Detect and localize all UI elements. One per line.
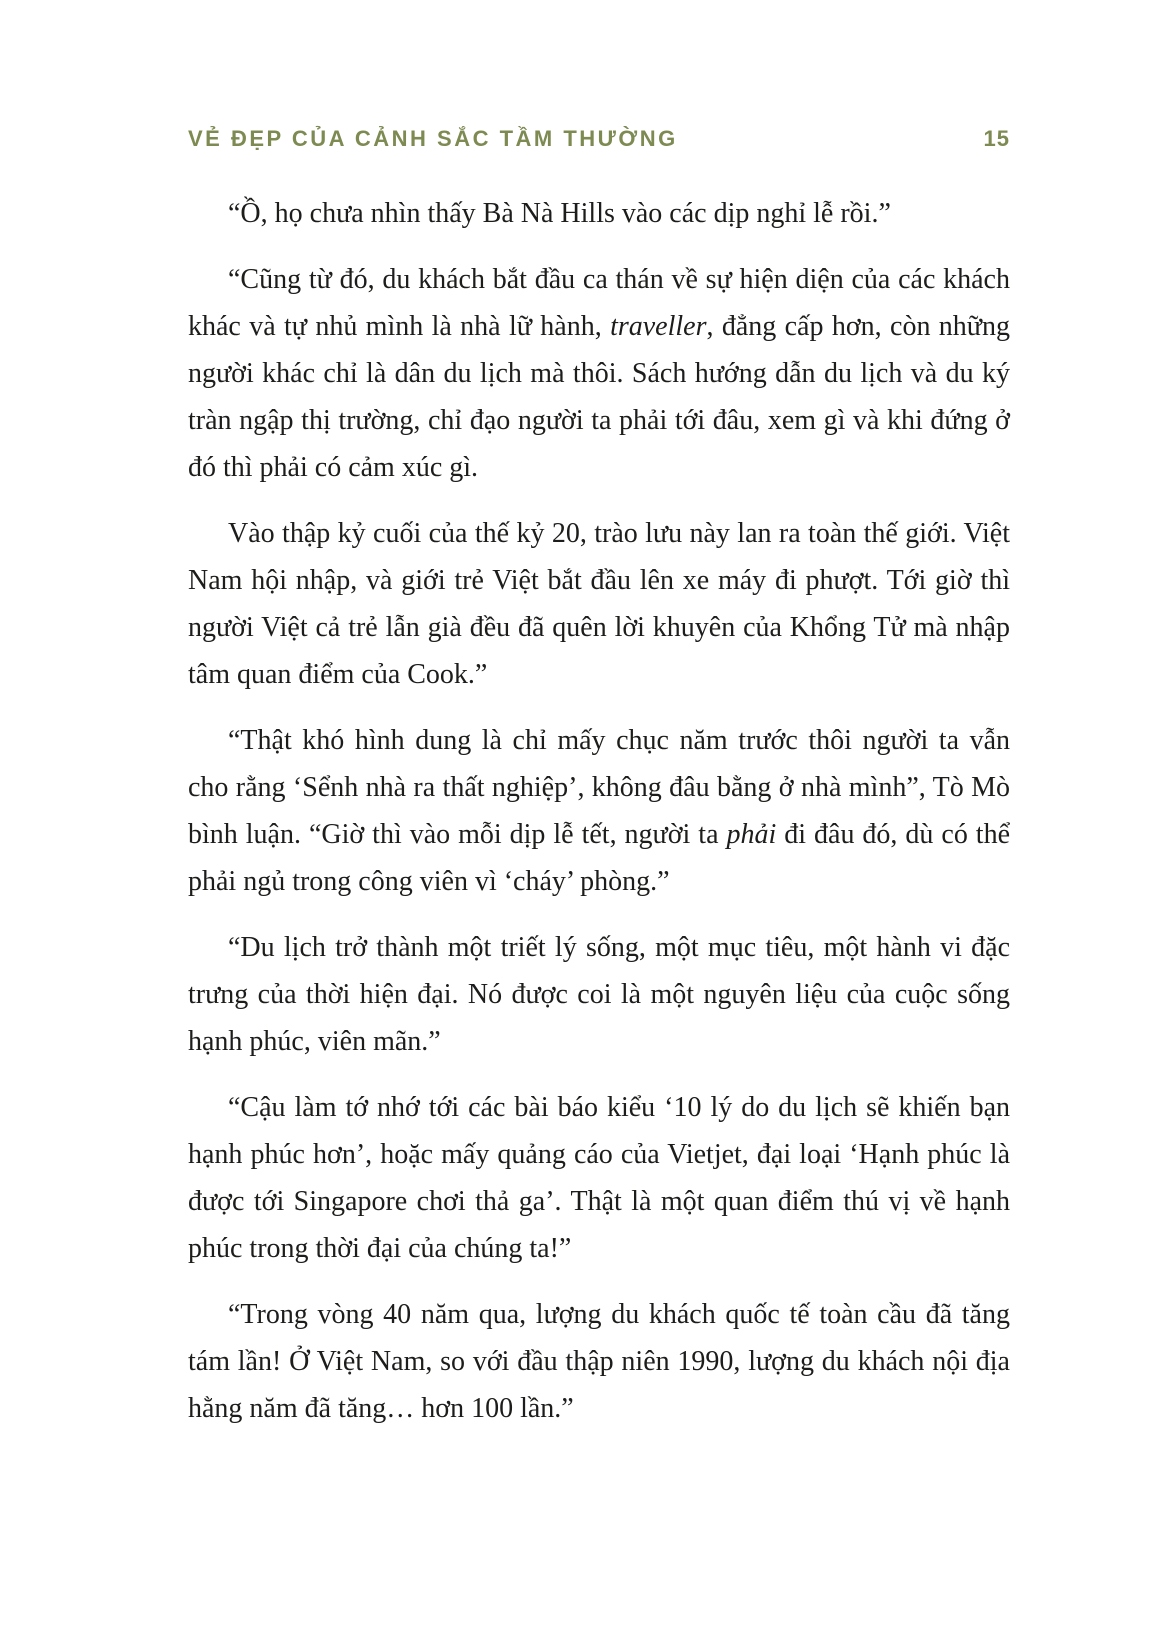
running-header [188,126,1010,152]
italic-text-segment: traveller [610,311,707,342]
text-segment: Vào thập kỷ cuối của thế kỷ 20, trào lưu này lan ra toàn thế giới. Việt Nam hội nhập, và giới trẻ Việt bắt đầu lên xe máy đi phượt. Tới giờ thì người Việt cả trẻ lẫn già đều đã quên lời khuyên của Khổng Tử mà nhập tâm quan điểm của Cook.” [188,518,1010,690]
paragraph [188,190,1010,237]
text-segment: “Du lịch trở thành một triết lý sống, một mục tiêu, một hành vi đặc trưng của thời hiện đại. Nó được coi là một nguyên liệu của cuộc sống hạnh phúc, viên mãn.” [188,932,1010,1057]
paragraph [188,1084,1010,1272]
running-header-title: VẺ ĐẸP CỦA CẢNH SẮC TẦM THƯỜNG [188,126,678,151]
text-segment: “Cũng từ đó, du khách bắt đầu ca thán về sự hiện diện của các khách khác và tự nhủ mình là nhà lữ hành, [188,264,1010,342]
paragraph [188,717,1010,905]
page-body [188,190,1010,1432]
text-segment: , đẳng cấp hơn, còn những người khác chỉ là dân du lịch mà thôi. Sách hướng dẫn du lịch và du ký tràn ngập thị trường, chỉ đạo người ta phải tới đâu, xem gì và khi đứng ở đó thì phải có cảm xúc gì. [188,311,1010,483]
text-segment: đi đâu đó, dù có thể phải ngủ trong công viên vì ‘cháy’ phòng.” [188,819,1011,897]
paragraph [188,1291,1010,1432]
text-segment: “Trong vòng 40 năm qua, lượng du khách quốc tế toàn cầu đã tăng tám lần! Ở Việt Nam, so với đầu thập niên 1990, lượng du khách nội địa hằng năm đã tăng… hơn 100 lần.” [188,1299,1010,1424]
page-number: 15 [983,126,1010,151]
text-segment: “Ồ, họ chưa nhìn thấy Bà Nà Hills vào các dịp nghỉ lễ rồi.” [228,198,891,229]
paragraph [188,510,1010,698]
paragraph [188,924,1010,1065]
text-segment: “Cậu làm tớ nhớ tới các bài báo kiểu ‘10 lý do du lịch sẽ khiến bạn hạnh phúc hơn’, hoặc mấy quảng cáo của Vietjet, đại loại ‘Hạnh phúc là được tới Singapore chơi thả ga’. Thật là một quan điểm thú vị về hạnh phúc trong thời đại của chúng ta!” [188,1092,1010,1264]
paragraph [188,256,1010,491]
text-segment: “Thật khó hình dung là chỉ mấy chục năm trước thôi người ta vẫn cho rằng ‘Sểnh nhà ra thất nghiệp’, không đâu bằng ở nhà mình”, Tò Mò bình luận. “Giờ thì vào mỗi dịp lễ tết, người ta [188,725,1010,850]
italic-text-segment: phải [726,819,777,850]
